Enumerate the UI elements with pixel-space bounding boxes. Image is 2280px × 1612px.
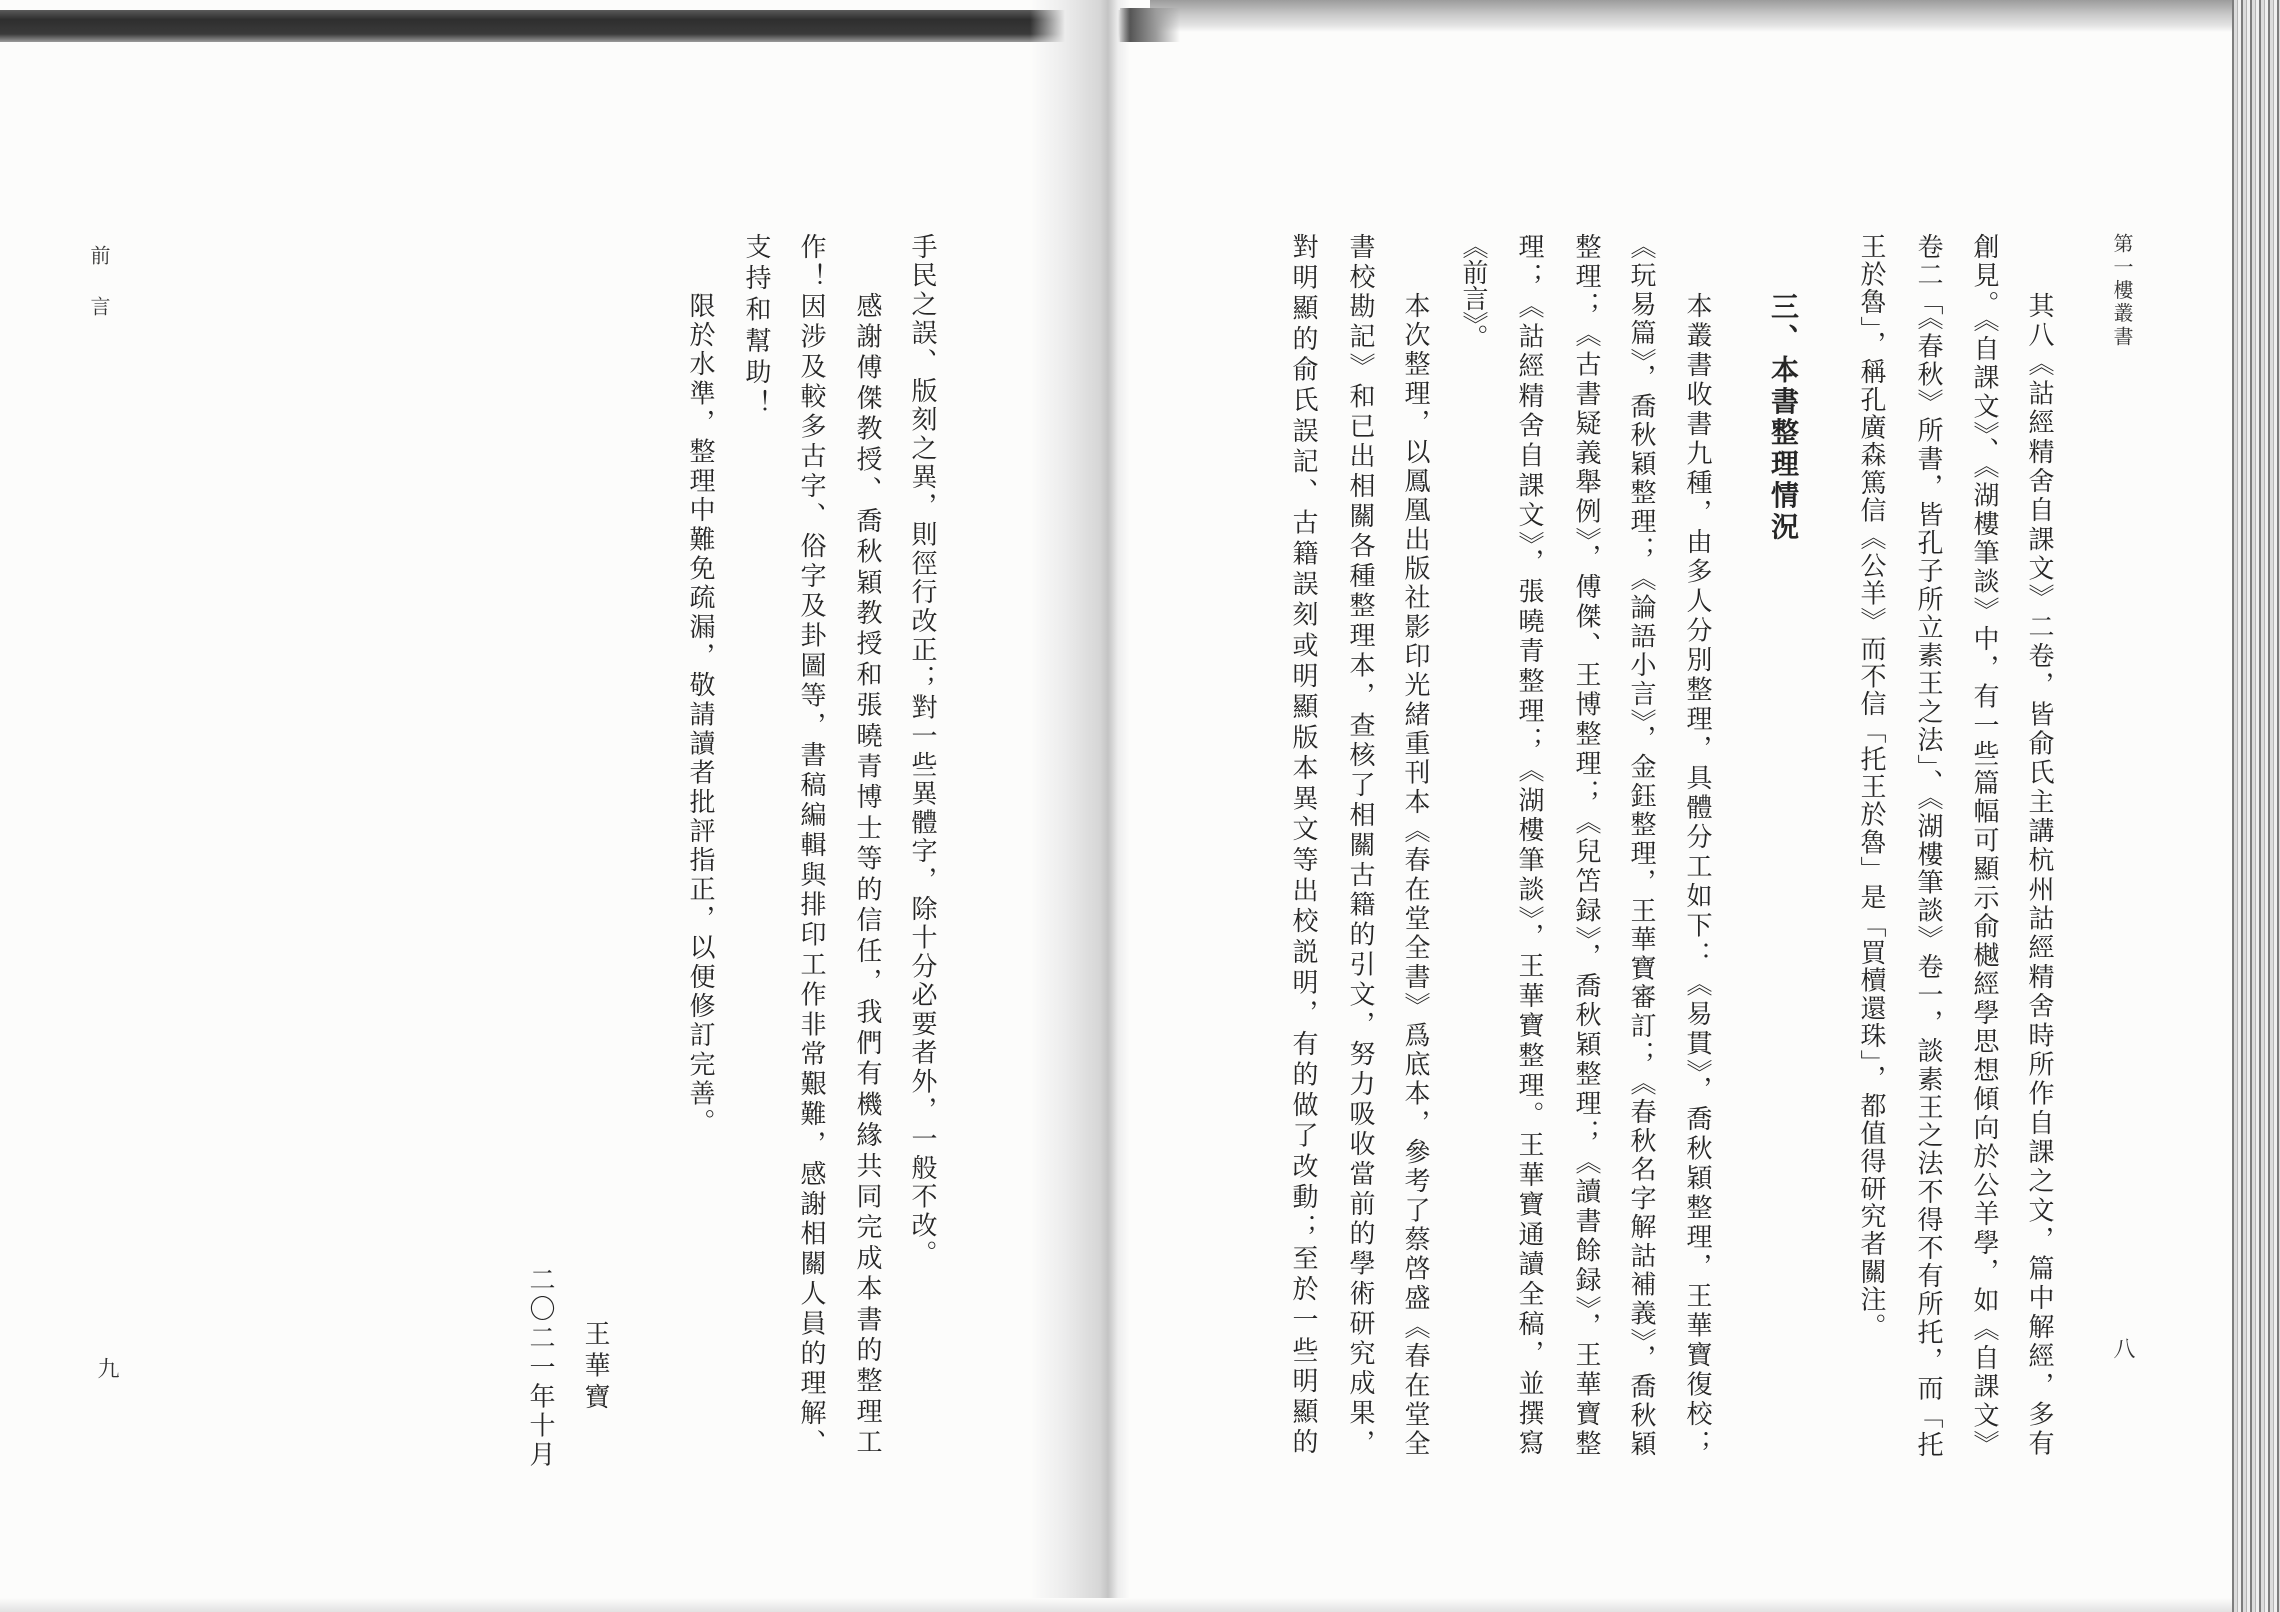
text-column: 卷二「《春秋》所書，皆孔子所立素王之法」、《湖樓筆談》卷一，談素王之法不得不有所托，而「托 <box>1913 233 1943 1459</box>
text-column: 本叢書收書九種，由多人分別整理，具體分工如下：《易貫》，喬秋穎整理，王華寶復校； <box>1682 292 1712 1459</box>
text-column: 《前言》。 <box>1458 233 1488 350</box>
signature-date: 二〇二一年十月 <box>525 1266 555 1470</box>
text-column: 支持和幫助！ <box>741 233 771 421</box>
author-signature: 王華寶 <box>580 1320 610 1415</box>
text-column: 《玩易篇》，喬秋穎整理；《論語小言》，金鈺整理，王華寶審訂；《春秋名字解詁補義》，喬秋穎 <box>1626 233 1656 1459</box>
page-number: 八 <box>2110 1337 2135 1359</box>
text-column: 手民之誤、版刻之異，則徑行改正；對一些異體字，除十分必要者外，一般不改。 <box>907 233 937 1269</box>
book-gutter-shadow <box>1030 0 1130 1612</box>
running-header-series-title: 第一樓叢書 <box>2110 233 2134 349</box>
scan-top-shadow-band <box>0 10 1150 42</box>
scan-top-gray-band <box>1150 0 2232 32</box>
text-column: 王於魯」，稱孔廣森篤信《公羊》而不信「托王於魯」是「買櫝還珠」，都值得研究者關注。 <box>1856 233 1886 1341</box>
text-column: 創見。《自課文》、《湖樓筆談》中，有一些篇幅可顯示俞樾經學思想傾向於公羊學，如《自課文》 <box>1969 233 1999 1459</box>
text-column: 本次整理，以鳳凰出版社影印光緒重刊本《春在堂全書》爲底本，參考了蔡啓盛《春在堂全 <box>1400 292 1430 1459</box>
text-column: 感謝傅傑教授、喬秋穎教授和張曉青博士等的信任，我們有機緣共同完成本書的整理工 <box>852 292 882 1459</box>
text-column: 書校勘記》和已出相關各種整理本，查核了相關古籍的引文，努力吸收當前的學術研究成果， <box>1345 233 1375 1459</box>
scan-bottom-edge <box>0 1598 2232 1612</box>
text-column: 整理；《古書疑義舉例》，傅傑、王博整理；《兒笘録》，喬秋穎整理；《讀書餘録》，王華寶整 <box>1571 233 1601 1459</box>
text-column: 其八《詁經精舍自課文》二卷，皆俞氏主講杭州詁經精舍時所作自課之文，篇中解經，多有 <box>2024 292 2054 1459</box>
running-header-chapter-title: 前言 <box>87 245 111 347</box>
book-page-edges <box>2232 0 2280 1612</box>
text-column: 理；《詁經精舍自課文》，張曉青整理；《湖樓筆談》，王華寶整理。王華寶通讀全稿，並撰寫 <box>1514 233 1544 1459</box>
text-column: 作！因涉及較多古字、俗字及卦圖等，書稿編輯與排印工作非常艱難，感謝相關人員的理解、 <box>796 233 826 1459</box>
section-heading: 三、本書整理情況 <box>1767 292 1800 543</box>
text-column: 對明顯的俞氏誤記、古籍誤刻或明顯版本異文等出校説明，有的做了改動；至於一些明顯的 <box>1288 233 1318 1459</box>
page-number: 九 <box>94 1357 119 1379</box>
text-column: 限於水準，整理中難免疏漏，敬請讀者批評指正，以便修訂完善。 <box>685 292 715 1138</box>
